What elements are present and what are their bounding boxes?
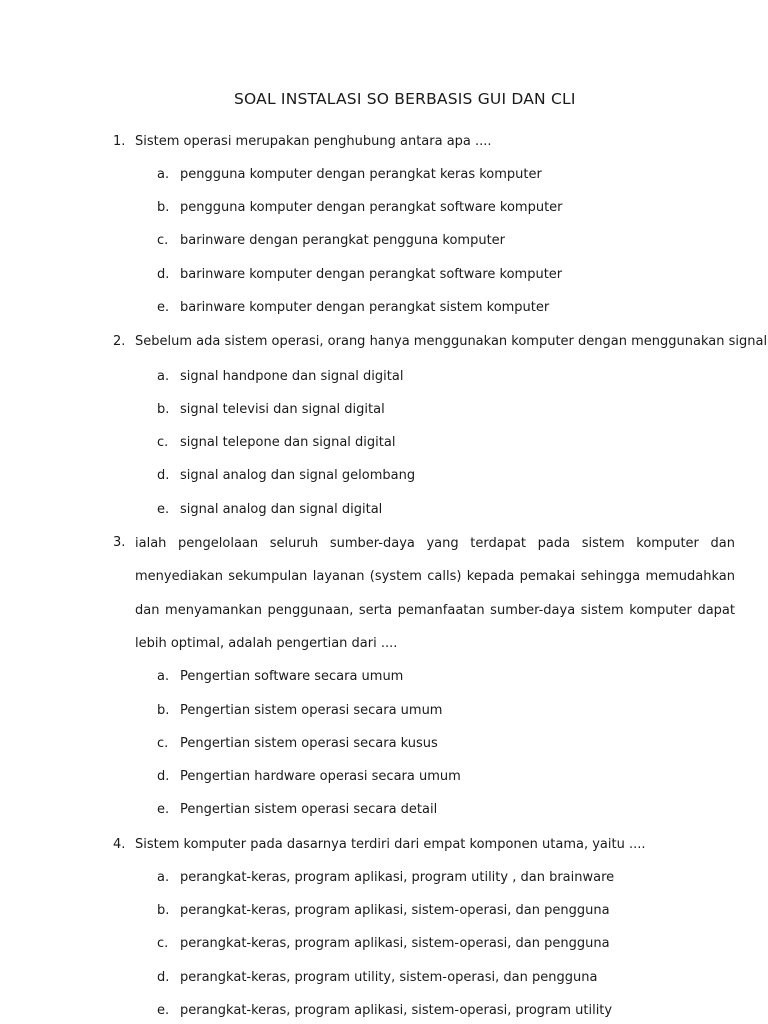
option-text: pengguna komputer dengan perangkat keras komputer xyxy=(180,167,542,182)
option-letter: a. xyxy=(157,369,170,384)
option-3c xyxy=(0,736,768,756)
question-number: 1. xyxy=(113,134,126,149)
option-text: barinware komputer dengan perangkat sistem komputer xyxy=(180,300,550,315)
option-text: perangkat-keras, program aplikasi, sistem-operasi, program utility xyxy=(180,1003,613,1018)
option-letter: d. xyxy=(157,267,170,282)
option-letter: d. xyxy=(157,970,170,985)
question-text: Sistem komputer pada dasarnya terdiri dari empat komponen utama, yaitu .... xyxy=(135,837,646,852)
option-text: signal handpone dan signal digital xyxy=(180,369,404,384)
option-letter: c. xyxy=(157,233,169,248)
option-2d xyxy=(0,468,768,488)
option-letter: c. xyxy=(157,736,169,751)
option-4e xyxy=(0,1003,768,1023)
option-letter: e. xyxy=(157,1003,170,1018)
title-block xyxy=(0,90,768,114)
option-2c xyxy=(0,435,768,455)
option-2a xyxy=(0,369,768,389)
option-text: perangkat-keras, program aplikasi, sistem-operasi, dan pengguna xyxy=(180,903,610,918)
option-text: perangkat-keras, program utility, sistem-operasi, dan pengguna xyxy=(180,970,598,985)
option-text: signal televisi dan signal digital xyxy=(180,402,385,417)
option-text: Pengertian software secara umum xyxy=(180,669,404,684)
question-number: 4. xyxy=(113,837,126,852)
option-letter: b. xyxy=(157,200,170,215)
option-1e xyxy=(0,300,768,320)
option-3e xyxy=(0,802,768,822)
option-2b xyxy=(0,402,768,422)
option-letter: a. xyxy=(157,669,170,684)
option-2e xyxy=(0,502,768,522)
option-text: pengguna komputer dengan perangkat software komputer xyxy=(180,200,563,215)
option-text: Pengertian hardware operasi secara umum xyxy=(180,769,461,784)
option-letter: e. xyxy=(157,802,170,817)
option-letter: b. xyxy=(157,903,170,918)
option-text: Pengertian sistem operasi secara umum xyxy=(180,703,443,718)
option-text: Pengertian sistem operasi secara kusus xyxy=(180,736,438,751)
question-number: 3. xyxy=(113,535,126,550)
option-3b xyxy=(0,703,768,723)
option-1c xyxy=(0,233,768,253)
option-letter: d. xyxy=(157,468,170,483)
option-4a xyxy=(0,870,768,890)
option-letter: c. xyxy=(157,936,169,951)
option-letter: d. xyxy=(157,769,170,784)
option-text: barinware komputer dengan perangkat software komputer xyxy=(180,267,563,282)
option-1d xyxy=(0,267,768,287)
question-text: Sebelum ada sistem operasi, orang hanya menggunakan komputer dengan menggunakan signal xyxy=(135,334,768,349)
option-text: perangkat-keras, program aplikasi, sistem-operasi, dan pengguna xyxy=(180,936,610,951)
option-1b xyxy=(0,200,768,220)
question-text: Sistem operasi merupakan penghubung antara apa .... xyxy=(135,134,492,149)
option-text: signal analog dan signal gelombang xyxy=(180,468,416,483)
option-text: signal telepone dan signal digital xyxy=(180,435,396,450)
option-text: Pengertian sistem operasi secara detail xyxy=(180,802,438,817)
option-4c xyxy=(0,936,768,956)
option-4b xyxy=(0,903,768,923)
question-text: ialah pengelolaan seluruh sumber-daya yang terdapat pada sistem komputer dan menyediakan sekumpulan layanan (system calls) kepada pemakai sehingga memudahkan dan menyamankan penggunaan, serta pemanfaatan sumber-daya sistem komputer dapat lebih optimal, adalah pengertian dari .... xyxy=(135,536,735,651)
option-letter: b. xyxy=(157,703,170,718)
option-3d xyxy=(0,769,768,789)
option-letter: a. xyxy=(157,870,170,885)
option-letter: b. xyxy=(157,402,170,417)
option-letter: a. xyxy=(157,167,170,182)
option-text: barinware dengan perangkat pengguna komputer xyxy=(180,233,506,248)
option-text: perangkat-keras, program aplikasi, program utility , dan brainware xyxy=(180,870,615,885)
option-letter: e. xyxy=(157,300,170,315)
option-4d xyxy=(0,970,768,990)
question-number: 2. xyxy=(113,334,126,349)
option-letter: c. xyxy=(157,435,169,450)
option-text: signal analog dan signal digital xyxy=(180,502,383,517)
page-title: SOAL INSTALASI SO BERBASIS GUI DAN CLI xyxy=(234,90,576,108)
option-letter: e. xyxy=(157,502,170,517)
option-1a xyxy=(0,167,768,187)
option-3a xyxy=(0,669,768,689)
